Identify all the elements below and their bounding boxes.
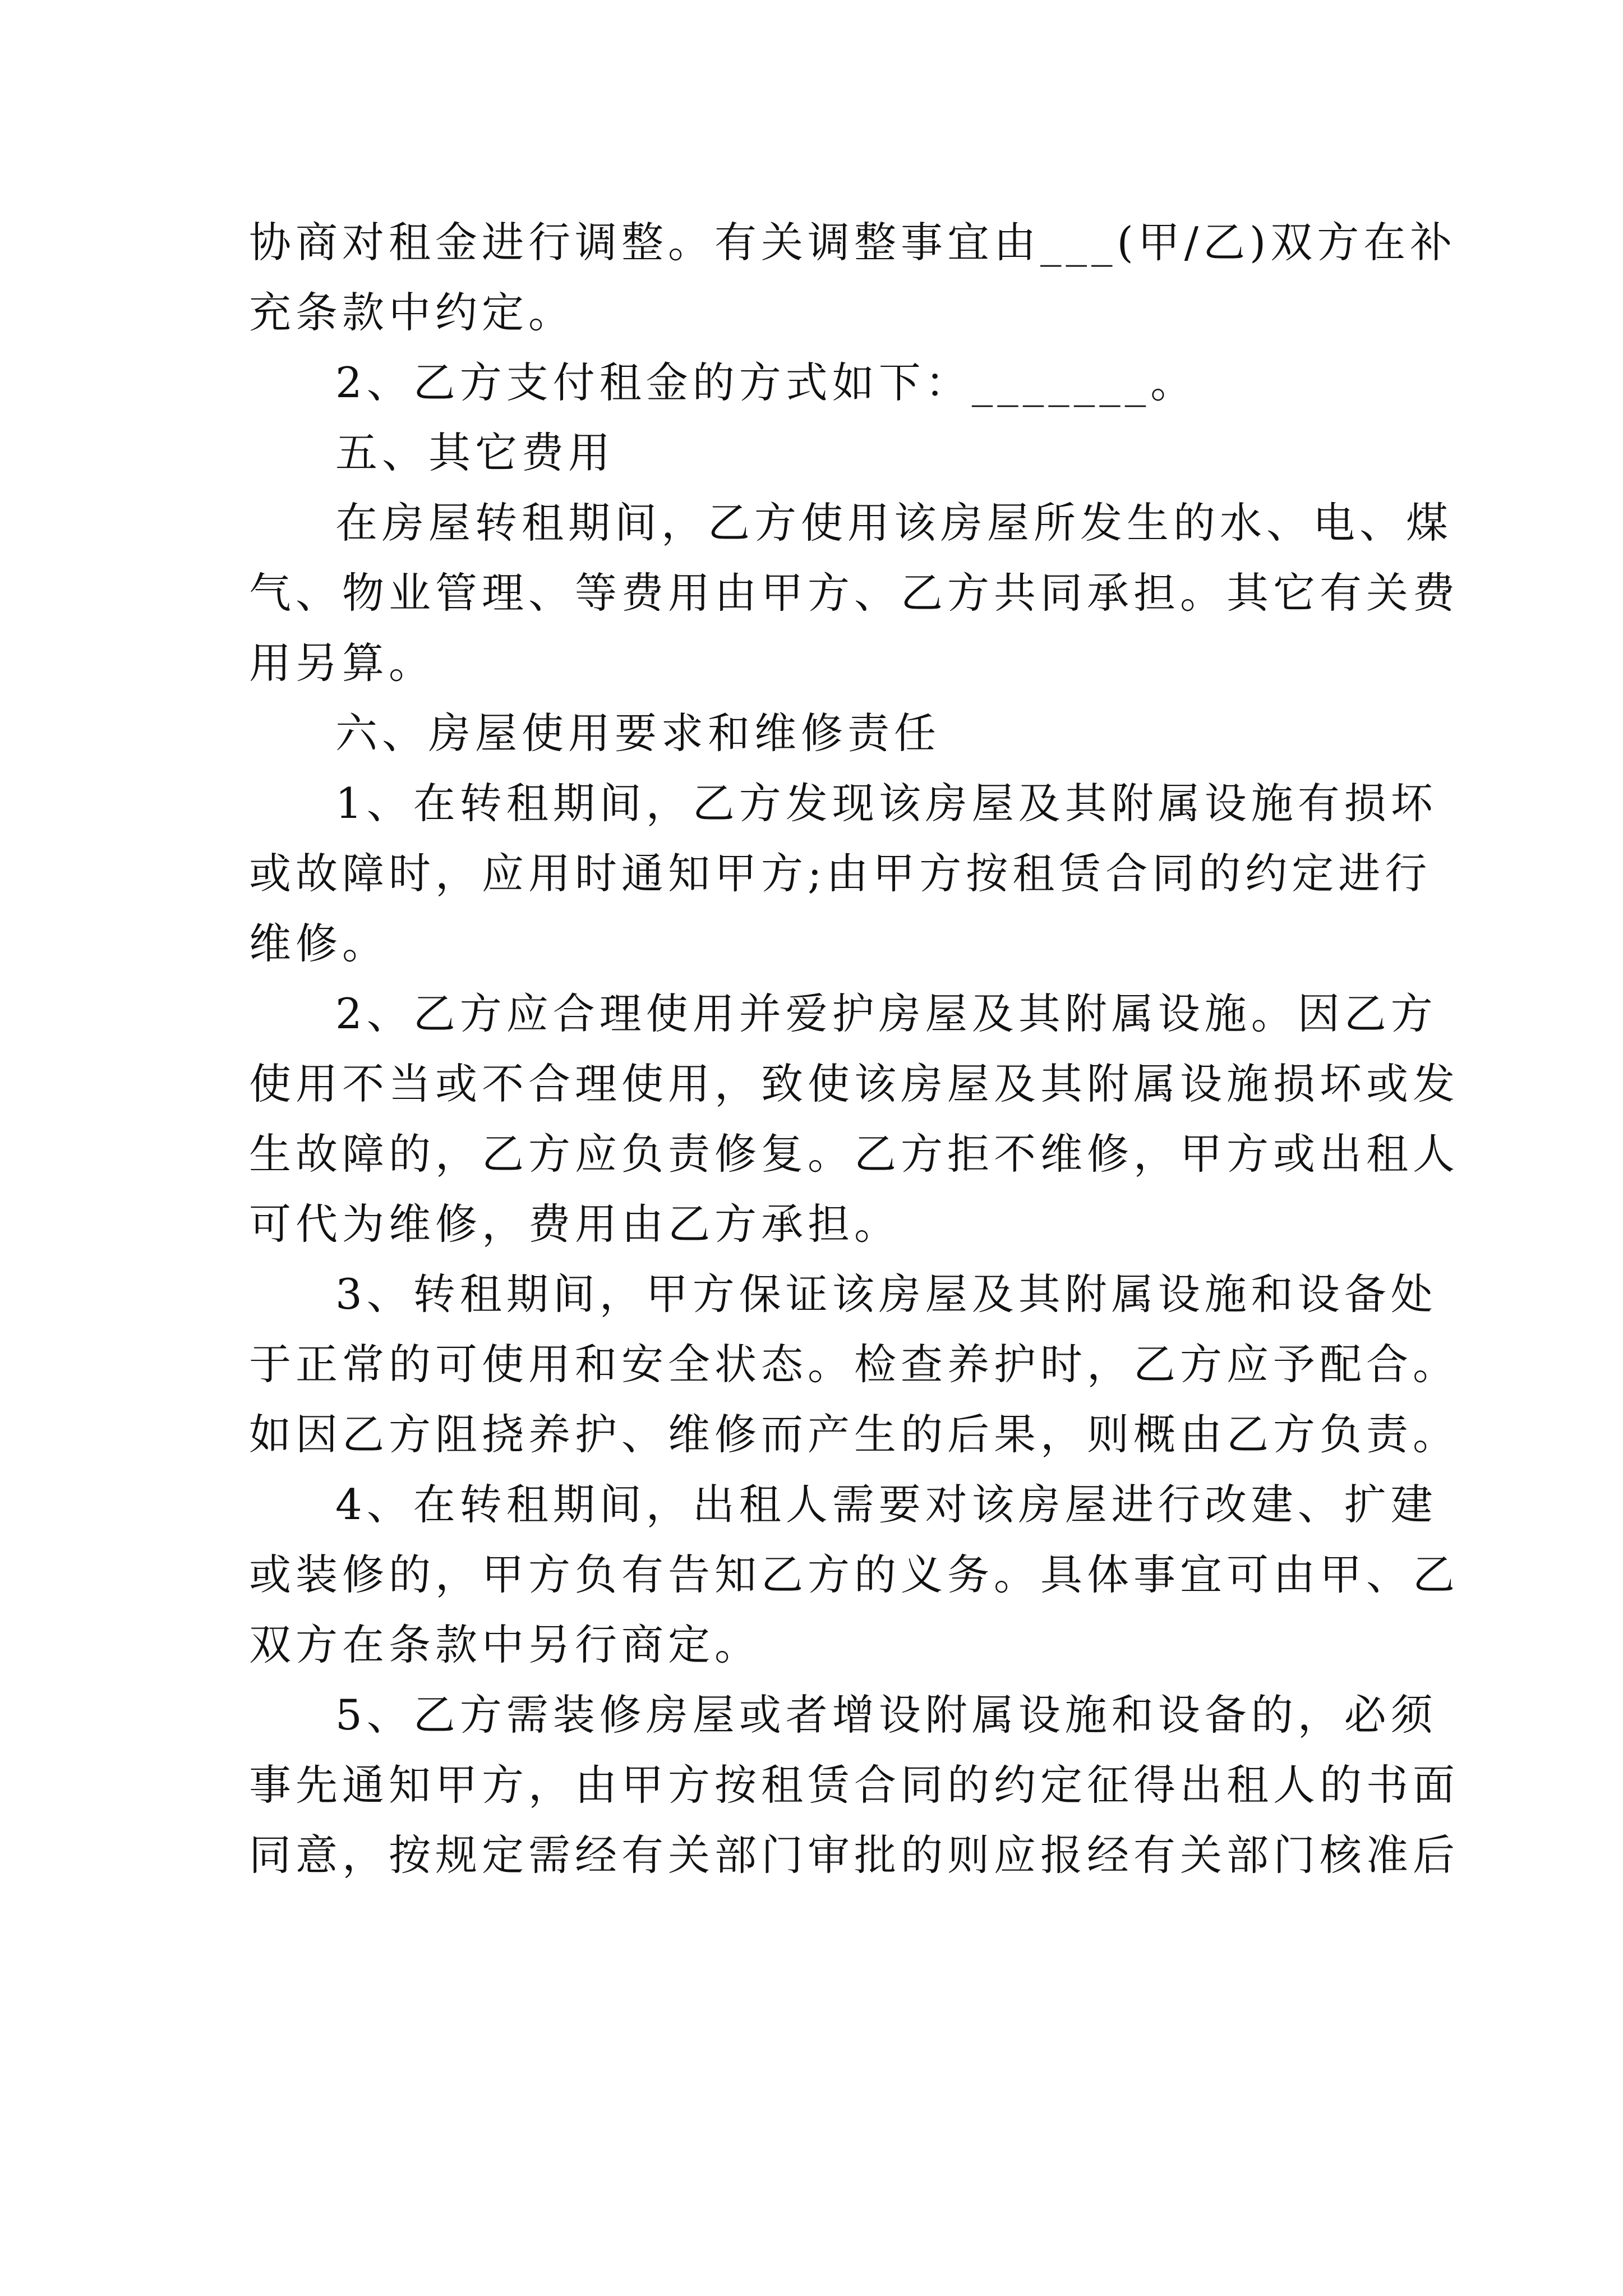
text-line: 事先通知甲方，由甲方按租赁合同的约定征得出租人的书面	[249, 1760, 1460, 1810]
text-line: 使用不当或不合理使用，致使该房屋及其附属设施损坏或发	[249, 1059, 1460, 1108]
text-line: 或装修的，甲方负有告知乙方的义务。具体事宜可由甲、乙	[249, 1550, 1460, 1599]
text-line: 充条款中约定。	[249, 288, 575, 337]
text-line: 2、乙方支付租金的方式如下：_______。	[335, 358, 1197, 407]
text-line: 气、物业管理、等费用由甲方、乙方共同承担。其它有关费	[249, 568, 1460, 618]
text-line: 在房屋转租期间，乙方使用该房屋所发生的水、电、煤	[335, 498, 1453, 547]
text-line: 2、乙方应合理使用并爱护房屋及其附属设施。因乙方	[335, 989, 1437, 1038]
text-line: 1、在转租期间，乙方发现该房屋及其附属设施有损坏	[335, 779, 1437, 828]
section-heading: 六、房屋使用要求和维修责任	[335, 708, 941, 758]
section-heading: 五、其它费用	[335, 428, 615, 477]
text-line: 维修。	[249, 919, 389, 968]
text-line: 3、转租期间，甲方保证该房屋及其附属设施和设备处	[335, 1269, 1437, 1319]
text-line: 可代为维修，费用由乙方承担。	[249, 1199, 901, 1249]
text-line: 同意，按规定需经有关部门审批的则应报经有关部门核准后	[249, 1830, 1460, 1880]
document-body	[249, 208, 1460, 1890]
text-line: 协商对租金进行调整。有关调整事宜由___(甲/乙)双方在补	[249, 218, 1457, 267]
text-line: 或故障时，应用时通知甲方;由甲方按租赁合同的约定进行	[249, 849, 1432, 898]
text-line: 于正常的可使用和安全状态。检查养护时，乙方应予配合。	[249, 1340, 1460, 1389]
text-line: 4、在转租期间，出租人需要对该房屋进行改建、扩建	[335, 1480, 1437, 1529]
text-line: 用另算。	[249, 638, 436, 688]
text-line: 生故障的，乙方应负责修复。乙方拒不维修，甲方或出租人	[249, 1129, 1460, 1179]
text-line: 如因乙方阻挠养护、维修而产生的后果，则概由乙方负责。	[249, 1410, 1460, 1459]
text-line: 双方在条款中另行商定。	[249, 1620, 762, 1669]
text-line: 5、乙方需装修房屋或者增设附属设施和设备的，必须	[335, 1690, 1437, 1740]
